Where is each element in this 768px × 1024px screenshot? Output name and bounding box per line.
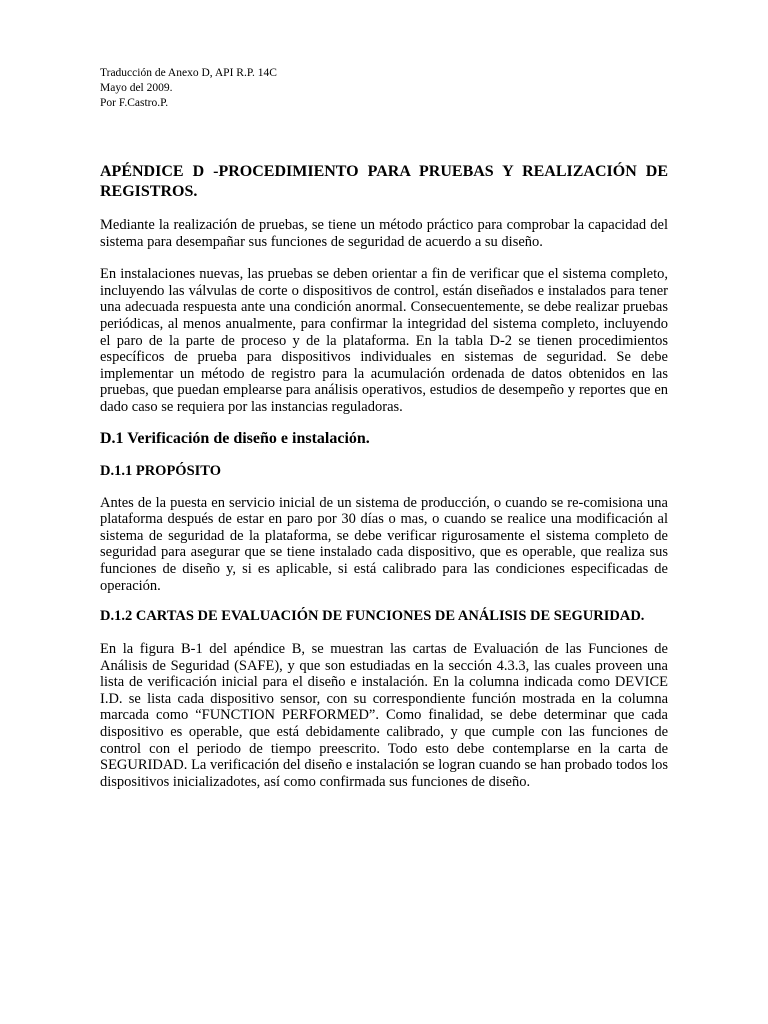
cartas-paragraph: En la figura B-1 del apéndice B, se muestran las cartas de Evaluación de las Funciones de Análisis de Seguridad (SAFE), y que son estudiadas en la sección 4.3.3, las cuales proveen una lista de verificación inicial para el diseño e instalación. En la columna indicada como DEVICE I.D. se lista cada dispositivo sensor, con su correspondiente función mostrada en la columna marcada como “FUNCTION PERFORMED”. Como finalidad, se debe determinar que cada dispositivo es operable, que está debidamente calibrado, y que cumple con las funciones de control con el periodo de tiempo preescrito. Todo esto debe contemplarse en la carta de SEGURIDAD. La verificación del diseño e instalación se logran cuando se han probado todos los dispositivos inicializadotes, así como confirmada sus funciones de diseño.: [100, 641, 668, 790]
document-page: [100, 66, 668, 790]
document-title: APÉNDICE D -PROCEDIMIENTO PARA PRUEBAS Y REALIZACIÓN DE REGISTROS.: [100, 163, 668, 200]
document-header: [100, 66, 668, 111]
installation-paragraph: En instalaciones nuevas, las pruebas se deben orientar a fin de verificar que el sistema completo, incluyendo las válvulas de corte o dispositivos de control, están diseñados e instalados para tener una adecuada respuesta ante una condición anormal. Consecuentemente, se debe realizar pruebas periódicas, al menos anualmente, para confirmar la integridad del sistema completo, incluyendo el paro de la parte de proceso y de la plataforma. En la tabla D-2 se tienen procedimientos específicos de prueba para dispositivos individuales en sistemas de seguridad. Se debe implementar un método de registro para la acumulación ordenada de datos obtenidos en las pruebas, que puedan emplearse para análisis operativos, estudios de desempeño y reportes que en dado caso se requiera por las instancias reguladoras.: [100, 266, 668, 415]
subsection-d11-heading: D.1.1 PROPÓSITO: [100, 462, 221, 479]
section-d1-heading: D.1 Verificación de diseño e instalación.: [100, 429, 370, 447]
header-author-line: Por F.Castro.P.: [100, 97, 169, 109]
proposito-paragraph: Antes de la puesta en servicio inicial de un sistema de producción, o cuando se re-comisiona una plataforma después de estar en paro por 30 días o mas, o cuando se realice una modificación al sistema de seguridad de la plataforma, se debe verificar rigurosamente el sistema completo de seguridad para asegurar que se tiene instalado cada dispositivo, que es operable, que realiza sus funciones de diseño y, si es aplicable, si está calibrado para las condiciones especificadas de operación.: [100, 494, 668, 594]
header-date-line: Mayo del 2009.: [100, 82, 173, 94]
header-translation-line: Traducción de Anexo D, API R.P. 14C: [100, 67, 277, 79]
intro-paragraph: Mediante la realización de pruebas, se tiene un método práctico para comprobar la capacidad del sistema para desempañar sus funciones de seguridad de acuerdo a su diseño.: [100, 217, 668, 250]
subsection-d12-heading: D.1.2 CARTAS DE EVALUACIÓN DE FUNCIONES DE ANÁLISIS DE SEGURIDAD.: [100, 608, 645, 625]
